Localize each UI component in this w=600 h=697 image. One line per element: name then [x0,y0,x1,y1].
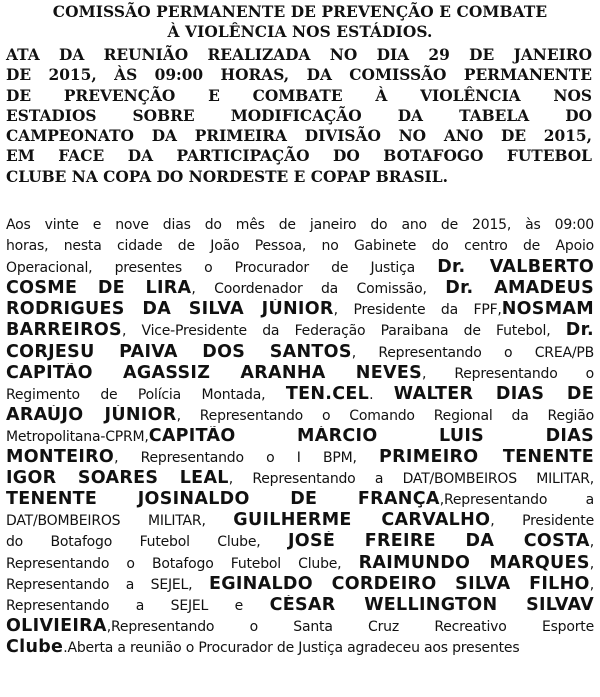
body-line [6,257,594,278]
participant-name: RAIMUNDO MARQUES [358,552,590,573]
summary-line: DE PREVENÇÃO E COMBATE À VIOLÊNCIA NOS [6,86,592,105]
body-line [6,363,594,384]
body-line [6,384,594,405]
body-text-run: , [589,555,594,572]
body-text-run: Representando a SEJEL e [6,597,270,614]
participant-name: NOSMAM [501,299,594,320]
body-text-run: , Coordenador da Comissão, [191,281,446,298]
body-line [6,531,594,552]
body-text-run: .Aberta a reunião o Procurador de Justiça agradeceu aos presentes [63,639,520,656]
body-line [6,320,594,341]
summary-line: DE 2015, ÀS 09:00 HORAS, DA COMISSÃO PERMANENTE [6,66,592,85]
summary-line: ESTADIOS SOBRE MODIFICAÇÃO DA TABELA DO [6,106,592,125]
participant-name: TEN.CEL [285,383,370,404]
body-line [6,468,594,489]
participant-name: CAPITÃO AGASSIZ ARANHA NEVES [6,362,423,383]
participant-name: Dr. AMADEUS [445,278,594,299]
participant-name: PRIMEIRO TENENTE [379,447,594,468]
participant-name: WALTER DIAS DE [393,383,594,404]
body-line [6,574,594,595]
body-text-run: , [589,576,594,593]
body-line [6,342,594,363]
participant-name: CAPITÃO MÁRCIO LUIS DIAS [148,425,594,446]
body-text-run: , Representando o CREA/PB [351,344,594,361]
participant-name: GUILHERME CARVALHO [233,510,491,531]
body-text-run: , Vice-Presidente da Federação Paraibana de Futebol, [121,323,566,340]
body-line [6,215,594,236]
body-text-run: do Botafogo Futebol Clube, [6,534,288,551]
body-line [6,553,594,574]
body-text-run: Representando o Botafogo Futebol Clube, [6,555,359,572]
body-line [6,510,594,531]
participant-name: TENENTE JOSINALDO DE FRANÇA [6,489,440,510]
body-text-run: Representando a SEJEL, [6,576,209,593]
body-text-run: , Presidente [490,513,594,530]
participant-name: RODRIGUES DA SILVA JÚNIOR [6,299,334,320]
participant-name: BARREIROS [6,320,122,341]
participant-name: Dr. VALBERTO [437,257,594,278]
body-line [6,426,594,447]
participant-name: Dr. [565,320,594,341]
summary-line: ATA DA REUNIÃO REALIZADA NO DIA 29 DE JANEIRO [6,46,592,64]
participant-name: Clube [6,636,64,657]
participant-name: ARAÚJO JÚNIOR [6,404,177,425]
summary-line: CLUBE NA COPA DO NORDESTE E COPAP BRASIL. [6,167,448,186]
body-line [6,299,594,320]
participant-name: COSME DE LIRA [6,278,192,299]
title-line-2: À VIOLÊNCIA NOS ESTÁDIOS. [167,23,433,41]
body-line [6,489,594,510]
body-text-run: DAT/BOMBEIROS MILITAR, [6,513,234,530]
body-text-run: Aos vinte e nove dias do mês de janeiro do ano de 2015, às 09:00 [6,217,594,233]
participant-name: CORJESU PAIVA DOS SANTOS [6,341,352,362]
body-text-run: horas, nesta cidade de João Pessoa, no Gabinete do centro de Apoio [6,238,594,255]
body-text-run: Regimento de Polícia Montada, [6,386,286,403]
participant-name: EGINALDO CORDEIRO SILVA FILHO [208,573,590,594]
participant-name: IGOR SOARES LEAL [6,468,229,489]
body-text-run: ,Representando a [439,492,594,509]
body-line [6,616,594,637]
participant-name: OLIVIEIRA [6,615,107,636]
participant-name: CÉSAR WELLINGTON SILVAV [269,594,594,615]
body-line [6,405,594,426]
minutes-summary [6,45,592,187]
body-text-run: Operacional, presentes o Procurador de Justiça [6,260,438,277]
summary-line: EM FACE DA PARTICIPAÇÃO DO BOTAFOGO FUTEBOL [6,147,592,166]
minutes-body [6,215,594,658]
body-line [6,236,594,257]
body-line [6,278,594,299]
body-text-run: . [369,386,394,403]
body-text-run: , Representando o Comando Regional da Região [176,407,594,424]
body-line [6,447,594,468]
participant-name: MONTEIRO [6,447,115,468]
body-text-run: , Representando a DAT/BOMBEIROS MILITAR, [228,471,594,488]
body-text-run: , Representando o I BPM, [114,450,380,467]
document-title [20,0,580,42]
title-line-1: COMISSÃO PERMANENTE DE PREVENÇÃO E COMBATE [52,3,548,21]
body-text-run: , [589,534,594,551]
body-text-run: ,Representando o Santa Cruz Recreativo Esporte [106,618,594,635]
body-text-run: Metropolitana-CPRM, [6,428,149,445]
body-text-run: , Presidente da FPF, [333,302,502,319]
participant-name: JOSÉ FREIRE DA COSTA [288,531,590,552]
body-line [6,595,594,616]
summary-line: CAMPEONATO DA PRIMEIRA DIVISÃO NO ANO DE 2015, [6,127,592,146]
body-line [6,637,594,658]
body-text-run: , Representando o [422,365,594,382]
